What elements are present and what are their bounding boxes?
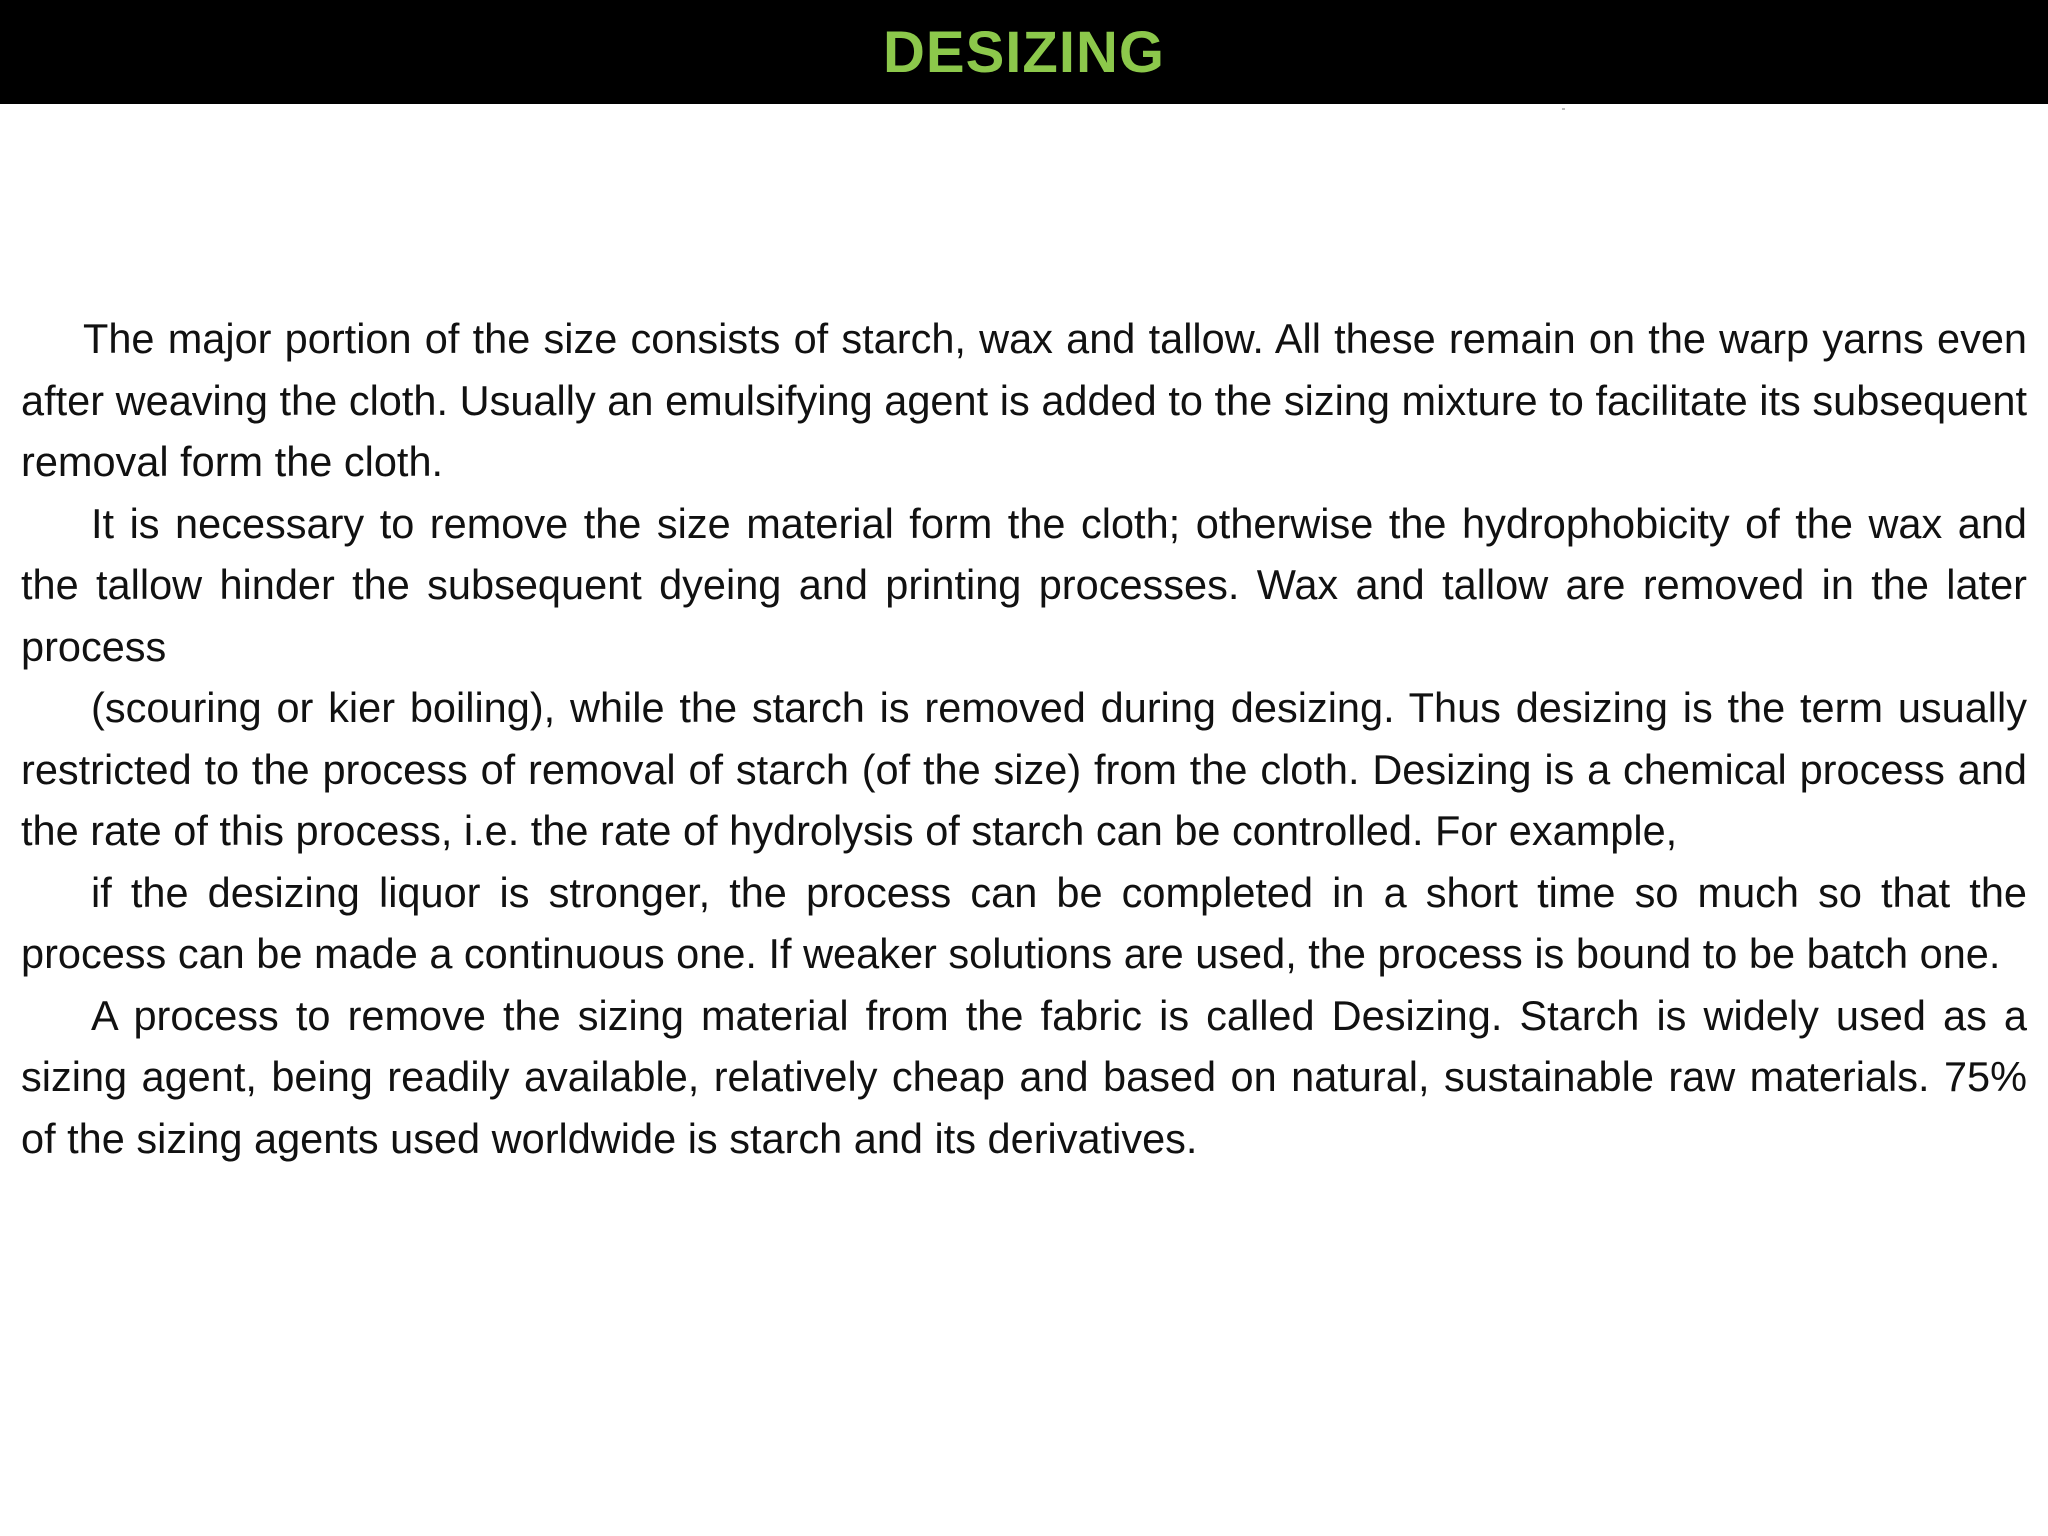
- paragraph-4: if the desizing liquor is stronger, the process can be completed in a short time so much so that the process can be made a continuous one. If weaker solutions are used, the process is bound to be batch one.: [21, 868, 2027, 977]
- paragraph-1: The major portion of the size consists of starch, wax and tallow. All these remain on the warp yarns even after weaving the cloth. Usually an emulsifying agent is added to the sizing mixture to facilitate its subsequent removal form the cloth.: [21, 315, 2027, 485]
- title-bar: [0, 0, 2048, 104]
- decorative-speck: [1562, 108, 1565, 110]
- paragraph-3: (scouring or kier boiling), while the starch is removed during desizing. Thus desizing is the term usually restricted to the process of removal of starch (of the size) from the cloth. Desizing is a chemical process and the rate of this process, i.e. the rate of hydrolysis of starch can be controlled. For example,: [21, 684, 2027, 854]
- paragraph-2: It is necessary to remove the size material form the cloth; otherwise the hydrophobicity of the wax and the tallow hinder the subsequent dyeing and printing processes. Wax and tallow are removed in the later process: [21, 499, 2027, 670]
- page-title: DESIZING: [883, 20, 1165, 85]
- paragraph-5: A process to remove the sizing material from the fabric is called Desizing. Starch is widely used as a sizing agent, being readily available, relatively cheap and based on natural, sustainable raw materials. 75% of the sizing agents used worldwide is starch and its derivatives.: [21, 991, 2027, 1162]
- body-text: [21, 308, 2027, 1169]
